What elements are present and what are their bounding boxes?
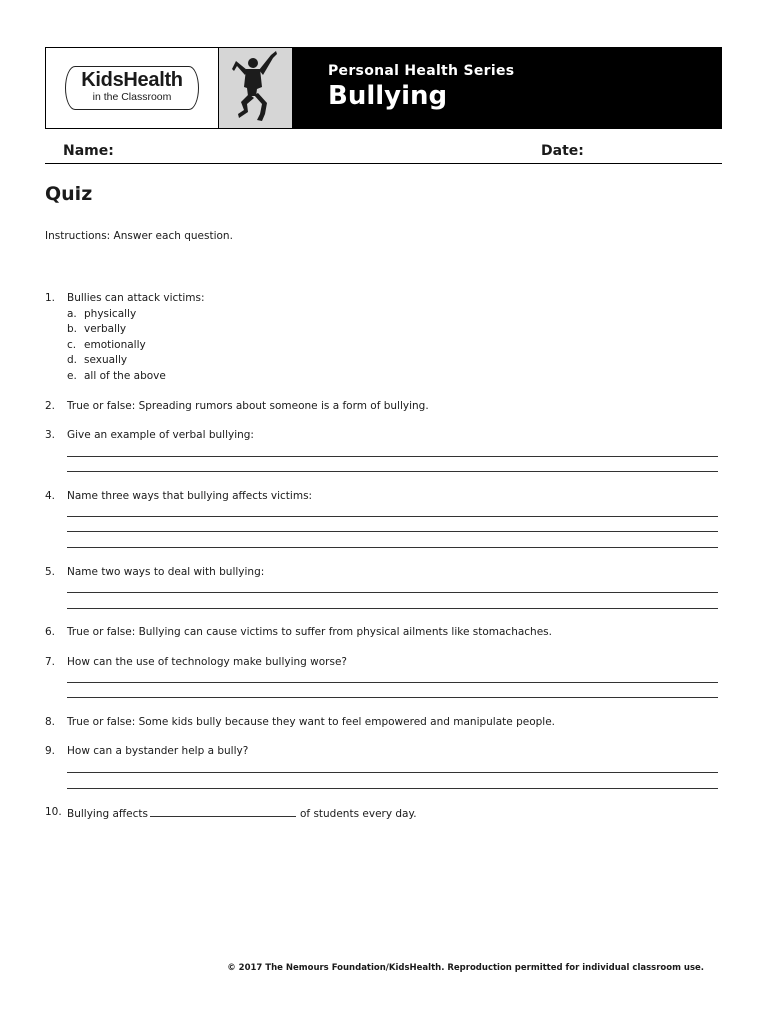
question-number: 10. xyxy=(45,806,62,818)
series-title: Personal Health Series xyxy=(328,63,515,79)
instructions: Instructions: Answer each question. xyxy=(45,230,233,242)
question-text: How can a bystander help a bully? xyxy=(67,745,249,757)
question-text: How can the use of technology make bullying worse? xyxy=(67,656,347,668)
logo-sub-text: in the Classroom xyxy=(92,91,172,103)
answer-line[interactable] xyxy=(67,547,718,548)
question-number: 3. xyxy=(45,429,56,441)
question-text-before: Bullying affects xyxy=(67,808,148,820)
option-text: physically xyxy=(84,308,137,320)
question-text xyxy=(67,806,417,820)
jumping-person-icon xyxy=(219,48,291,128)
option-letter: a. xyxy=(67,308,77,320)
topic-title: Bullying xyxy=(328,81,448,111)
answer-line[interactable] xyxy=(67,697,718,698)
answer-line[interactable] xyxy=(67,516,718,517)
worksheet-header xyxy=(45,47,722,129)
question-text: True or false: Some kids bully because they want to feel empowered and manipulate people. xyxy=(67,716,555,728)
answer-line[interactable] xyxy=(67,788,718,789)
option-letter: c. xyxy=(67,339,77,351)
question-number: 2. xyxy=(45,400,56,412)
option-text: emotionally xyxy=(84,339,146,351)
option-a xyxy=(67,308,136,320)
option-c xyxy=(67,339,146,351)
question-number: 6. xyxy=(45,626,56,638)
jumping-figure-image xyxy=(218,48,292,128)
question-number: 9. xyxy=(45,745,56,757)
name-date-row xyxy=(45,142,722,164)
question-text: Name two ways to deal with bullying: xyxy=(67,566,265,578)
title-panel xyxy=(292,48,721,128)
question-text: Name three ways that bullying affects victims: xyxy=(67,490,313,502)
question-number: 7. xyxy=(45,656,56,668)
option-text: all of the above xyxy=(84,370,166,382)
answer-line[interactable] xyxy=(67,608,718,609)
date-label: Date: xyxy=(541,143,584,159)
answer-line[interactable] xyxy=(67,471,718,472)
option-text: verbally xyxy=(84,323,127,335)
option-letter: e. xyxy=(67,370,77,382)
fill-in-blank[interactable] xyxy=(150,806,296,817)
option-letter: b. xyxy=(67,323,78,335)
question-text: True or false: Bullying can cause victims to suffer from physical ailments like stomachaches. xyxy=(67,626,552,638)
question-number: 1. xyxy=(45,292,56,304)
option-d xyxy=(67,354,127,366)
copyright-footer: © 2017 The Nemours Foundation/KidsHealth. Reproduction permitted for individual classroom use. xyxy=(227,963,704,973)
option-text: sexually xyxy=(84,354,128,366)
question-text-after: of students every day. xyxy=(299,808,417,820)
question-number: 4. xyxy=(45,490,56,502)
question-number: 5. xyxy=(45,566,56,578)
name-label: Name: xyxy=(63,143,114,159)
logo-box xyxy=(46,48,218,128)
question-text: Give an example of verbal bullying: xyxy=(67,429,254,441)
option-e xyxy=(67,370,166,382)
option-letter: d. xyxy=(67,354,78,366)
logo-main-text: KidsHealth xyxy=(81,69,183,91)
question-number: 8. xyxy=(45,716,56,728)
question-text: True or false: Spreading rumors about someone is a form of bullying. xyxy=(67,400,429,412)
quiz-title: Quiz xyxy=(45,183,93,205)
answer-line[interactable] xyxy=(67,456,718,457)
answer-line[interactable] xyxy=(67,682,718,683)
kidshealth-logo xyxy=(65,66,199,110)
option-b xyxy=(67,323,126,335)
answer-line[interactable] xyxy=(67,592,718,593)
answer-line[interactable] xyxy=(67,772,718,773)
question-text: Bullies can attack victims: xyxy=(67,292,205,304)
answer-line[interactable] xyxy=(67,531,718,532)
